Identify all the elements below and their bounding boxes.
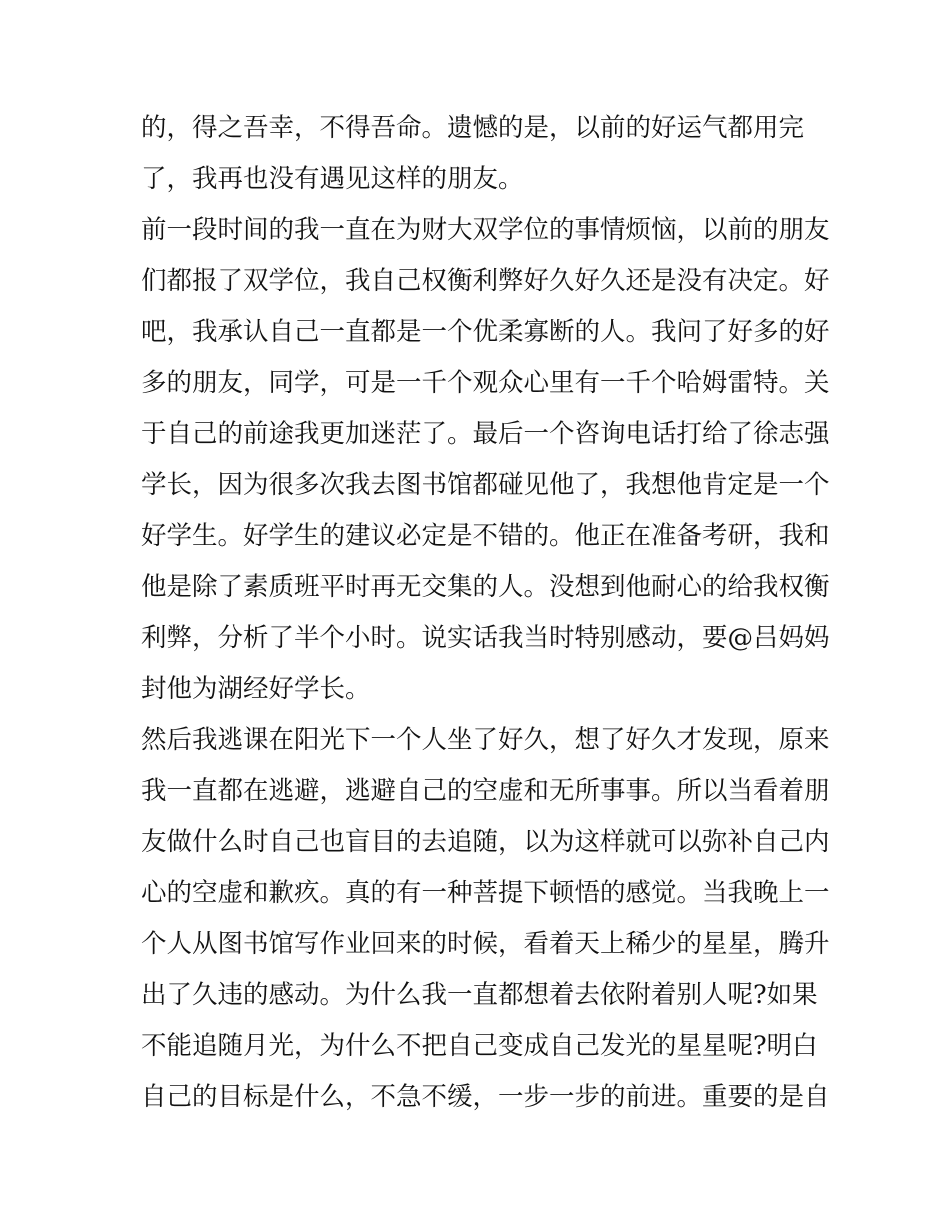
text-line: 封他为湖经好学长。 [141, 674, 371, 704]
text-line: 前一段时间的我一直在为财大双学位的事情烦恼，以前的朋友 [141, 215, 830, 245]
text-line: 他是除了素质班平时再无交集的人。没想到他耐心的给我权衡 [141, 572, 830, 602]
text-line: 不能追随月光，为什么不把自己变成自己发光的星星呢?明白 [141, 1031, 818, 1061]
text-line: 多的朋友，同学，可是一千个观众心里有一千个哈姆雷特。关 [141, 368, 830, 398]
text-line: 自己的目标是什么，不急不缓，一步一步的前进。重要的是自 [141, 1082, 830, 1112]
text-line: 们都报了双学位，我自己权衡利弊好久好久还是没有决定。好 [141, 266, 830, 296]
text-line: 出了久违的感动。为什么我一直都想着去依附着别人呢?如果 [141, 980, 818, 1010]
text-line: 于自己的前途我更加迷茫了。最后一个咨询电话打给了徐志强 [141, 419, 830, 449]
text-line: 吧，我承认自己一直都是一个优柔寡断的人。我问了好多的好 [141, 317, 830, 347]
text-line: 个人从图书馆写作业回来的时候，看着天上稀少的星星，腾升 [141, 929, 830, 959]
text-line: 了，我再也没有遇见这样的朋友。 [141, 164, 524, 194]
text-line: 利弊，分析了半个小时。说实话我当时特别感动，要@吕妈妈 [141, 623, 830, 653]
text-line: 心的空虚和歉疚。真的有一种菩提下顿悟的感觉。当我晚上一 [141, 878, 830, 908]
text-line: 我一直都在逃避，逃避自己的空虚和无所事事。所以当看着朋 [141, 776, 830, 806]
body-text [141, 103, 830, 1123]
text-line: 然后我逃课在阳光下一个人坐了好久，想了好久才发现，原来 [141, 725, 830, 755]
text-line: 的，得之吾幸，不得吾命。遗憾的是，以前的好运气都用完 [141, 113, 805, 143]
text-line: 学长，因为很多次我去图书馆都碰见他了，我想他肯定是一个 [141, 470, 830, 500]
text-line: 好学生。好学生的建议必定是不错的。他正在准备考研，我和 [141, 521, 830, 551]
text-line: 友做什么时自己也盲目的去追随，以为这样就可以弥补自己内 [141, 827, 830, 857]
